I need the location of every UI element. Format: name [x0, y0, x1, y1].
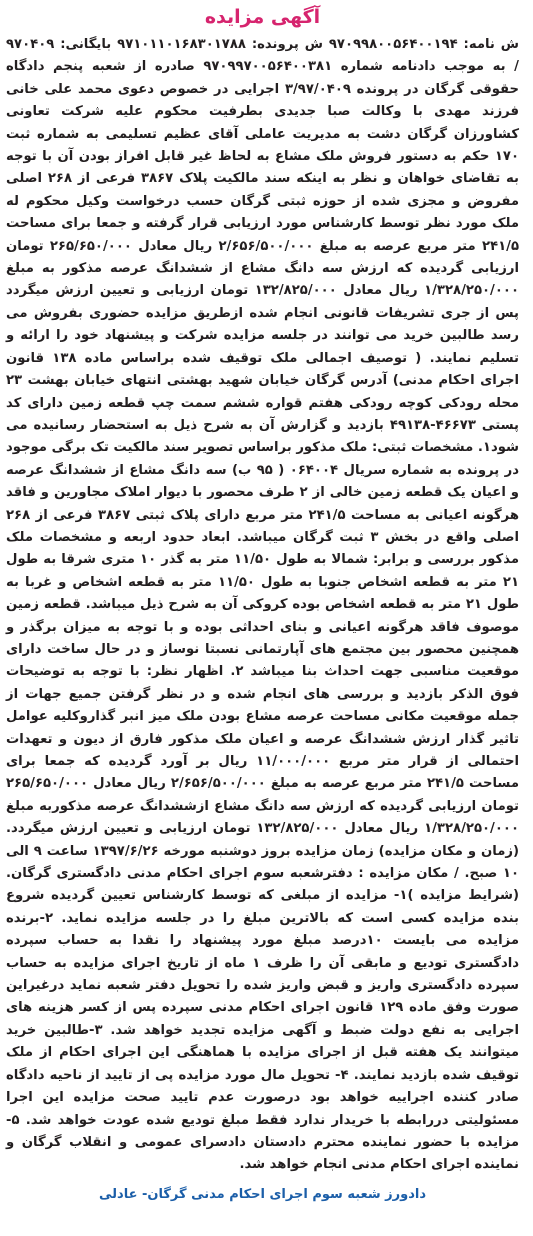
notice-body: [6, 34, 519, 1177]
notice-signature: دادورز شعبه سوم اجرای احکام مدنی گرگان- عادلی: [98, 1186, 427, 1202]
notice-paragraph: ش نامه: ۹۷۰۹۹۸۰۰۵۶۴۰۰۱۹۴ ش پرونده: ۹۷۱۰۱۱۰۱۶۸۳۰۱۷۸۸ بایگانی: ۹۷۰۴۰۹ / به موجب دادنامه شماره ۹۷۰۹۹۷۰۰۵۶۴۰۰۳۸۱ صادره از شعبه پنجم دادگاه حقوقی گرگان در پرونده ۳/۹۷/۰۴۰۹ اجرایی در خصوص دعوی محمد علی خانی فرزند مهدی با وکالت صبا جدیدی بطرفیت محکوم علیه شرکت تعاونی کشاورزان گرگان دشت به مدیریت عاملی آقای عظیم تسلیمی به شماره ثبت ۱۷۰ حکم به دستور فروش ملک مشاع به لحاظ غیر قابل افراز بودن آن با توجه به تقاضای خواهان و نظر به اینکه سند مالکیت پلاک ۳۸۶۷ فرعی از ۲۶۸ اصلی مفروض و مجزی شده از حوزه ثبتی گرگان حسب درخواست وکیل محکوم له ملک مورد نظر توسط کارشناس مورد ارزیابی قرار گرفته و جمعا برای مساحت ۲۴۱/۵ متر مربع عرصه به مبلغ ۲/۶۵۶/۵۰۰/۰۰۰ ریال معادل ۲۶۵/۶۵۰/۰۰۰ تومان ارزیابی گردیده که ارزش سه دانگ مشاع از ششدانگ عرصه مذکور به مبلغ ۱/۳۲۸/۲۵۰/۰۰۰ ریال معادل ۱۳۲/۸۲۵/۰۰۰ تومان ارزیابی و تعیین ارزش میگردد پس از جری تشریفات قانونی انجام شده ازطریق مزایده حضوری بفروش می رسد طالبین خرید می توانند در جلسه مزایده شرکت و پیشنهاد خود را ارائه و تسلیم نمایند. ( توصیف اجمالی ملک توقیف شده براساس ماده ۱۳۸ قانون اجرای احکام مدنی) آدرس گرگان خیابان شهید بهشتی انتهای خیابان بهشت ۲۳ محله رودکی کوچه رودکی هفتم قواره ششم سمت چپ قطعه زمین دارای کد پستی ۴۶۶۷۳-۴۹۱۳۸ بازدید و گزارش آن به شرح ذیل به استحضار رسانیده می شود۱. مشخصات ثبتی: ملک مذکور براساس تصویر سند مالکیت تک برگی موجود در پرونده به شماره سریال ۰۶۴۰۰۴ ( ۹۵ ب) سه دانگ مشاع از ششدانگ عرصه و اعیان یک قطعه زمین خالی از ۲ طرف محصور با دیوار املاک مجاورین و فاقد هرگونه اعیانی به مساحت ۲۴۱/۵ متر مربع دارای پلاک ثبتی ۳۸۶۷ فرعی از ۲۶۸ اصلی واقع در بخش ۳ ثبت گرگان میباشد. ابعاد حدود اربعه و مشخصات ملک مذکور بررسی و برابر: شمالا به طول ۱۱/۵۰ متر به گذر ۱۰ متری شرقا به طول ۲۱ متر به قطعه اشخاص جنوبا به طول ۱۱/۵۰ متر به قطعه اشخاص و غربا به طول ۲۱ متر به قطعه اشخاص بوده کروکی آن به شرح ذیل میباشد. قطعه زمین موصوف فاقد هرگونه اعیانی و بنای احداثی بوده و با توجه به میزان برگذر و همچنین محصور بین مجتمع های آپارتمانی نسبتا نوساز و در حال ساخت دارای موقعیت مناسبی جهت احداث بنا میباشد ۲. اظهار نظر: با توجه به توضیحات فوق الذکر بازدید و بررسی های انجام شده و در نظر گرفتن جمیع جهات از جمله موقعیت مکانی مساحت عرصه مشاع بودن ملک میز انبر گذاروکلیه عوامل تاثیر گذار ارزش ششدانگ عرصه و اعیان ملک مذکور فارق از دیون و تعهدات احتمالی از قرار متر مربع ۱۱/۰۰۰/۰۰۰ ریال بر آورد گردیده که جمعا برای مساحت ۲۴۱/۵ متر مربع عرصه به مبلغ ۲/۶۵۶/۵۰۰/۰۰۰ ریال معادل ۲۶۵/۶۵۰/۰۰۰ تومان ارزیابی گردیده که ارزش سه دانگ مشاع ازششدانگ عرصه مذکوربه مبلغ ۱/۳۲۸/۲۵۰/۰۰۰ ریال معادل ۱۳۲/۸۲۵/۰۰۰ تومان ارزیابی و تعیین ارزش میگردد.(زمان و مکان مزایده) زمان مزایده بروز دوشنبه مورخه ۱۳۹۷/۶/۲۶ ساعت ۹ الی ۱۰ صبح. / مکان مزایده : دفترشعبه سوم اجرای احکام مدنی دادگستری گرگان. (شرایط مزایده )۱- مزایده از مبلغی که توسط کارشناس تعیین گردیده شروع بنده مزایده کسی است که بالاترین مبلغ را در جلسه مزایده نماید. ۲-برنده مزایده می بایست ۱۰درصد مبلغ مورد پیشنهاد را نقدا به حساب سپرده دادگستری تودیع و مابقی آن را ظرف ۱ ماه از تاریخ اجرای مزایده به حساب سپرده دادگستری واریز و قبض واریز شده را تحویل دفتر شعبه نماید درغیراین صورت وفق ماده ۱۲۹ قانون اجرای احکام مدنی سپرده پس از کسر هزینه های اجرایی به نفع دولت ضبط و آگهی مزایده تجدید خواهد شد. ۳-طالبین خرید میتوانند یک هفته قبل از اجرای مزایده با هماهنگی این اجرای احکام از ملک توقیف شده بازدید نمایند. ۴- تحویل مال مورد مزایده پی از تایید از ناحیه دادگاه صادر کننده اجراییه خواهد بود درصورت عدم تایید صحت مزایده این اجرا مسئولیتی دررابطه با خریدار ندارد فقط مبلغ تودیع شده عودت خواهد شد. ۵- مزایده با حضور نماینده محترم دادستان دادسرای عمومی و انقلاب گرگان و نماینده اجرای احکام مدنی انجام خواهد شد.: [6, 37, 520, 1173]
notice-title: آگهی مزایده: [204, 6, 321, 28]
